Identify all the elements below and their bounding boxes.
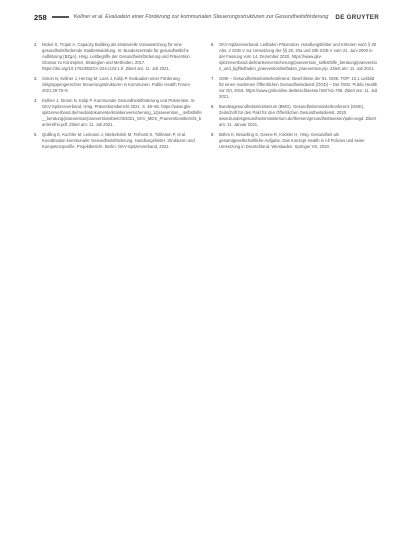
publisher-logo: DE GRUYTER xyxy=(335,13,379,21)
page-number: 258 xyxy=(34,12,47,22)
reference-number: 5. xyxy=(34,132,38,137)
reference-item xyxy=(34,42,202,72)
reference-number: 6. xyxy=(211,42,215,47)
reference-item xyxy=(34,98,202,128)
header-rule xyxy=(52,16,69,17)
reference-text: Quilling E, Kuchler M, Leimann J, Mielenbrink M, Terhorst S, Tollmann P, et al. Koordination kommunaler Gesundheitsförderung. Handlungsfelder, Strukturen und Kompetenzprofile. Projektbericht. Berlin: GKV-Spitzenverband, 2021. xyxy=(42,132,195,150)
reference-text: Nickel S, Trojan A. Capacity Building als strukturelle Voraussetzung für eine gesundheitsfördernde Stadtentwicklung. In: Bundeszentrale für gesundheitliche Aufklärung (BZgA), Hrsg. Leitbegriffe der Gesundheitsförderung und Prävention. Glossar zu Konzepten, Strategien und Methoden. 2017. https://doi.org/10.17623/BZGA:224-i133-1.0. Zitiert am: 11. Juli 2021. xyxy=(42,42,191,72)
running-title: Kellner et al. Evaluation einer Förderung zur kommunalen Steuerungsstrukturen zur Gesundheitsförderung xyxy=(73,14,329,20)
reference-item xyxy=(211,42,379,72)
running-header xyxy=(34,10,379,24)
reference-item xyxy=(34,76,202,94)
reference-text: Bundesgesundheitsministerium (BMG). Gesundheitsministerkonferenz (GMK). Zeitschrift für den Pakt für den Öffentlichen Gesundheitsdienst, 2020. www.bundesgesundheitsministerium.de/themen/gesundheitswesen/pakt-oegd. Zitiert am: 11. Januar 2021. xyxy=(219,104,377,128)
reference-item xyxy=(34,132,202,150)
reference-number: 4. xyxy=(34,97,38,103)
reference-number: 2. xyxy=(34,42,38,47)
reference-number: 8. xyxy=(211,104,215,110)
reference-column-left xyxy=(34,42,202,154)
reference-text: Kellner J, Simon N, Kolip P. Kommunale Gesundheitsförderung und Prävention. In: GKV-Spitzenverband, Hrsg. Präventionsbericht 2021. S. 49–55. https://www.gkv-spitzenverband.de/media/dokumente/krankenversicherung_1/praevention__selbsthilfe__beratung/praevention/praeventionsbericht/2021_GKV_MDS_Praeventionsbericht_barrierefrei.pdf. Zitiert am: 11. Juli 2021. xyxy=(42,97,202,128)
reference-number: 3. xyxy=(34,76,38,82)
reference-text: GKV-Spitzenverband. Leitfaden Prävention. Handlungsfelder und Kriterien nach § 20 Abs. 2 SGB V zur Umsetzung der §§ 20, 20a und 20b SGB V vom 21. Juni 2000 in der Fassung vom 14. Dezember 2020. https://www.gkv-spitzenverband.de/krankenversicherung/praevention_selbsthilfe_beratung/praevention_und_bgf/leitfaden_praevention/leitfaden_praevention.jsp. Zitiert am: 11. Juli 2021. xyxy=(219,42,377,72)
reference-text: Böhm K, Bräunling S, Geene R, Köckler H, Hrsg. Gesundheit als gesamtgesellschaftliche Aufgabe. Das Konzept Health in All Policies und seine Umsetzung in Deutschland. Wiesbaden: Springer VS, 2020. xyxy=(219,132,365,150)
reference-number: 9. xyxy=(211,132,215,137)
reference-item xyxy=(211,76,379,100)
reference-text: Simon N, Kellner J, Herzog M, Loos J, Kolip P. Evaluation einer Förderung zielgruppengerechter Steuerungsstrukturen in Kommunen. Public Health Forum 2021;29:75–8. xyxy=(42,76,190,94)
reference-column-right xyxy=(211,42,379,154)
reference-item xyxy=(211,104,379,128)
reference-text: GMK – Gesundheitsministerkonferenz. Beschlüsse der 91. GMK. TOP: 10.1 Leitbild für einen modernen Öffentlichen Gesundheitsdienst (ÖGD) – Der ÖGD: Public Health vor Ort, 2018. https://www.gmkonline.de/Beschluesse.html?id=708. Zitiert am: 11. Juli 2021. xyxy=(219,76,378,100)
reference-item xyxy=(211,132,379,150)
reference-columns xyxy=(34,42,379,154)
reference-number: 7. xyxy=(211,76,215,82)
